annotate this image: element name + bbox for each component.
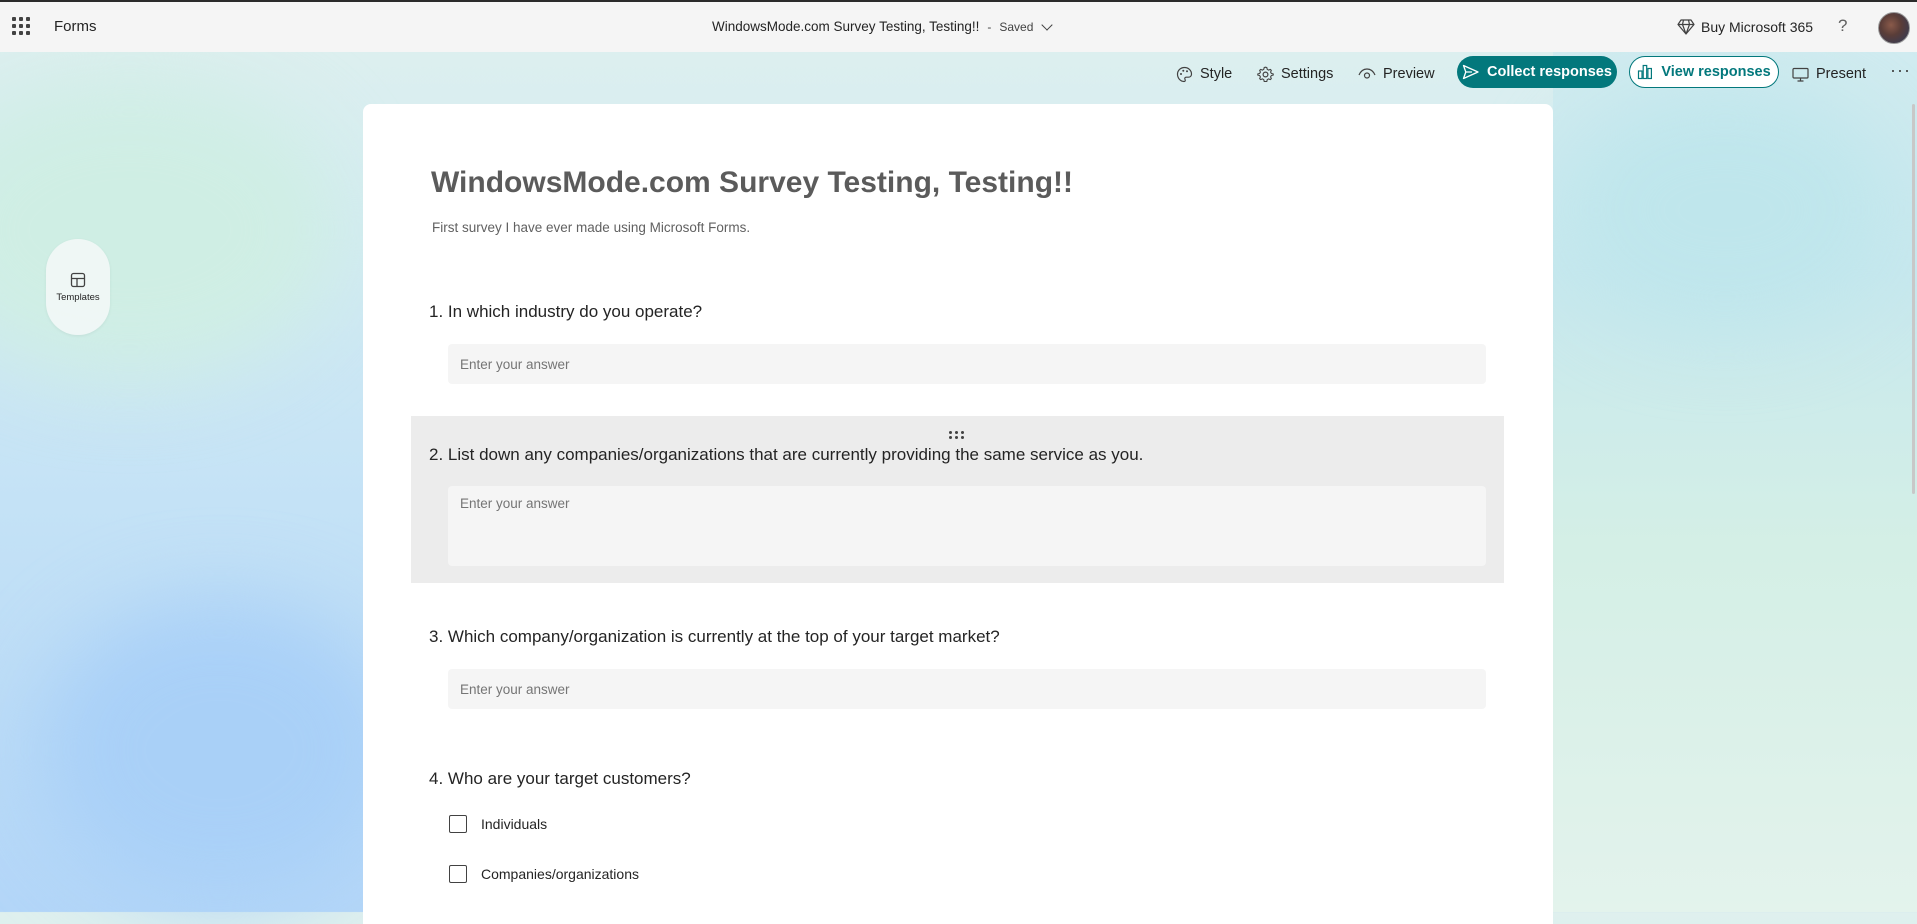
title-separator: - [987, 19, 992, 34]
buy-microsoft-365-button[interactable] [1677, 19, 1813, 35]
choice-label-companies: Companies/organizations [481, 866, 639, 882]
diamond-icon [1677, 19, 1695, 35]
eye-icon [1358, 67, 1376, 81]
view-responses-label: View responses [1661, 64, 1771, 80]
preview-button[interactable] [1358, 60, 1435, 88]
app-launcher-icon[interactable] [12, 17, 30, 35]
palette-icon [1176, 66, 1193, 83]
background-glow-left [0, 80, 340, 380]
monitor-icon [1792, 67, 1809, 82]
drag-handle-icon[interactable] [949, 431, 964, 439]
form-title[interactable]: WindowsMode.com Survey Testing, Testing!! [431, 166, 1073, 199]
present-label: Present [1816, 66, 1866, 82]
more-options-icon[interactable]: ··· [1890, 60, 1911, 80]
style-button[interactable] [1176, 60, 1232, 88]
help-icon[interactable]: ? [1838, 16, 1848, 35]
choice-option[interactable] [449, 815, 547, 833]
layout-template-icon [70, 272, 86, 288]
settings-label: Settings [1281, 66, 1334, 82]
avatar[interactable] [1878, 12, 1910, 44]
view-responses-button[interactable] [1629, 56, 1779, 88]
document-title-menu[interactable] [712, 19, 1051, 34]
form-toolbar [0, 52, 1917, 92]
choice-option[interactable] [449, 865, 639, 883]
collect-responses-button[interactable] [1457, 56, 1617, 88]
checkbox-individuals[interactable] [449, 815, 467, 833]
buy-label: Buy Microsoft 365 [1701, 19, 1814, 35]
style-label: Style [1200, 66, 1233, 82]
present-button[interactable] [1792, 60, 1866, 88]
templates-label: Templates [56, 291, 100, 303]
templates-button[interactable] [46, 239, 110, 335]
preview-label: Preview [1383, 66, 1435, 82]
background-glow-bottom [40, 600, 400, 900]
question-1-answer-input[interactable] [448, 344, 1486, 384]
question-1-title[interactable]: 1. In which industry do you operate? [429, 302, 703, 321]
settings-button[interactable] [1257, 60, 1333, 88]
question-2-answer-input[interactable] [448, 486, 1486, 566]
form-description[interactable]: First survey I have ever made using Microsoft Forms. [432, 220, 751, 235]
question-2-title[interactable]: 2. List down any companies/organizations that are currently providing the same service as you. [429, 445, 1144, 464]
document-title: WindowsMode.com Survey Testing, Testing!! [712, 19, 980, 34]
save-status: Saved [999, 19, 1034, 34]
page-scrollbar[interactable] [1912, 104, 1915, 494]
top-bar [0, 0, 1917, 52]
collect-responses-label: Collect responses [1487, 64, 1612, 80]
question-3-answer-input[interactable] [448, 669, 1486, 709]
checkbox-companies[interactable] [449, 865, 467, 883]
form-card [363, 104, 1553, 924]
question-4-title[interactable]: 4. Who are your target customers? [429, 769, 691, 788]
background-glow-right [1560, 90, 1890, 330]
send-icon [1462, 64, 1479, 80]
chevron-down-icon [1042, 19, 1053, 30]
bar-chart-icon [1637, 64, 1653, 80]
question-3-title[interactable]: 3. Which company/organization is currently at the top of your target market? [429, 627, 1000, 646]
app-name[interactable]: Forms [54, 18, 97, 35]
gear-icon [1257, 66, 1274, 83]
choice-label-individuals: Individuals [481, 816, 548, 832]
